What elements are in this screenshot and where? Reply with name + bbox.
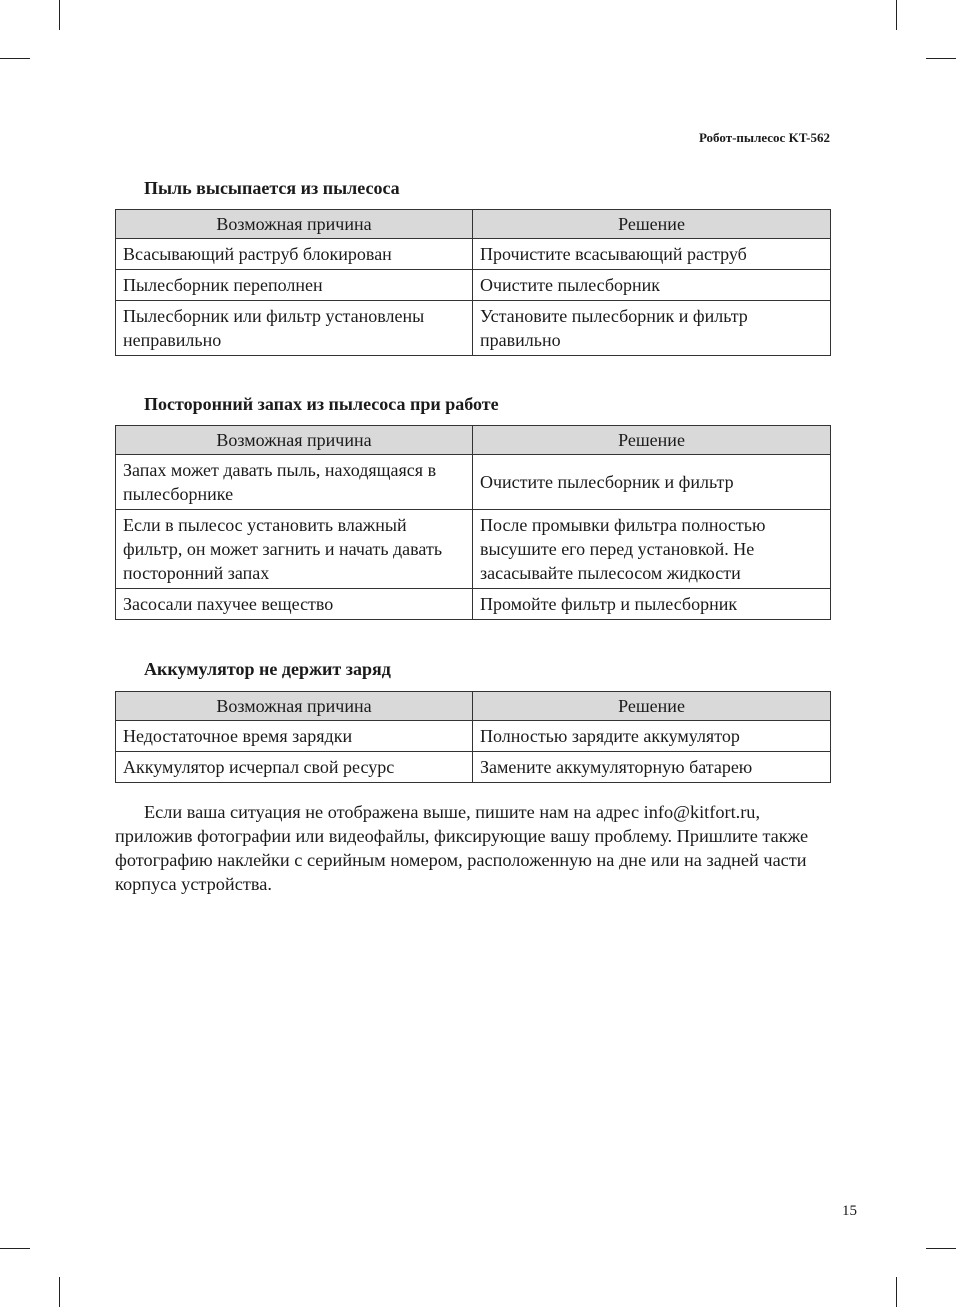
troubleshooting-table [115,209,831,356]
table-row [116,510,831,589]
column-header-cause: Возможная причина [116,426,473,455]
crop-mark [926,58,956,59]
solution-cell: Очистите пылесборник [473,270,831,301]
cause-cell: Засосали пахучее вещество [116,589,473,620]
crop-mark [896,0,897,30]
table-row [116,270,831,301]
cause-cell: Запах может давать пыль, находящаяся в пылесборнике [116,455,473,510]
section-title: Пыль высыпается из пылесоса [144,178,400,198]
solution-cell: Очистите пылесборник и фильтр [473,455,831,510]
crop-mark [0,1248,30,1249]
table-header-row [116,210,831,239]
column-header-solution: Решение [473,692,831,721]
cause-cell: Аккумулятор исчерпал свой ресурс [116,752,473,783]
troubleshooting-table [115,691,831,783]
column-header-solution: Решение [473,210,831,239]
table-row [116,239,831,270]
section-title: Посторонний запах из пылесоса при работе [144,394,499,414]
solution-cell: Промойте фильтр и пылесборник [473,589,831,620]
table-row [116,589,831,620]
page-number: 15 [842,1203,857,1219]
cause-cell: Недостаточное время зарядки [116,721,473,752]
solution-cell: Установите пылесборник и фильтр правильно [473,301,831,356]
solution-cell: После промывки фильтра полностью высушите его перед установкой. Не засасывайте пылесосом жидкости [473,510,831,589]
contact-paragraph: Если ваша ситуация не отображена выше, пишите нам на адрес info@kitfort.ru, приложив фотографии или видеофайлы, фиксирующие вашу проблему. Пришлите также фотографию наклейки с серийным номером, расположенную на дне или на задней части корпуса устройства. [115,802,809,894]
crop-mark [926,1248,956,1249]
column-header-cause: Возможная причина [116,210,473,239]
cause-cell: Если в пылесос установить влажный фильтр, он может загнить и начать давать посторонний запах [116,510,473,589]
column-header-solution: Решение [473,426,831,455]
cause-cell: Пылесборник переполнен [116,270,473,301]
solution-cell: Полностью зарядите аккумулятор [473,721,831,752]
running-header: Робот-пылесос KT-562 [698,130,830,145]
table-header-row [116,426,831,455]
table-header-row [116,692,831,721]
crop-mark [896,1277,897,1307]
cause-cell: Всасывающий раструб блокирован [116,239,473,270]
cause-cell: Пылесборник или фильтр установлены неправильно [116,301,473,356]
table-row [116,455,831,510]
column-header-cause: Возможная причина [116,692,473,721]
crop-mark [59,0,60,30]
section-title: Аккумулятор не держит заряд [144,659,391,679]
crop-mark [0,58,30,59]
troubleshooting-table [115,425,831,620]
table-row [116,301,831,356]
table-row [116,752,831,783]
solution-cell: Замените аккумуляторную батарею [473,752,831,783]
table-row [116,721,831,752]
solution-cell: Прочистите всасывающий раструб [473,239,831,270]
crop-mark [59,1277,60,1307]
